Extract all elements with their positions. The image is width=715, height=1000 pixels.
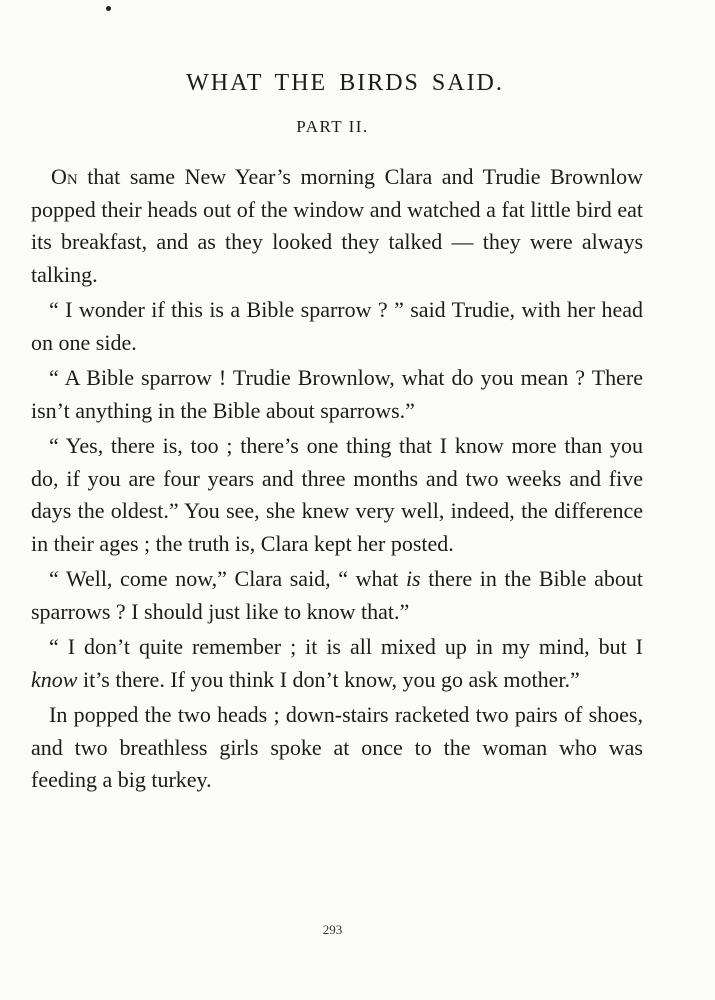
- paragraph-4: “ Yes, there is, too ; there’s one thing that I know more than you do, if you are four years and three months and two weeks and five days the oldest.” You see, she knew very well, indeed, the difference in their ages ; the truth is, Clara kept her posted.: [31, 433, 643, 556]
- paragraph-7: In popped the two heads ; down-stairs racketed two pairs of shoes, and two breathless girls spoke at once to the woman who was feeding a big turkey.: [31, 702, 643, 792]
- paragraph-2: “ I wonder if this is a Bible sparrow ? ” said Trudie, with her head on one side.: [31, 297, 643, 355]
- paragraph-3: “ A Bible sparrow ! Trudie Brownlow, what do you mean ? There isn’t anything in the Bible about sparrows.”: [31, 365, 643, 423]
- paragraph-text: there in the Bible about sparrows ? I should just like to know that.”: [31, 566, 643, 624]
- paragraph-6: [31, 631, 643, 696]
- paragraph-text: it’s there. If you think I don’t know, you go ask mother.”: [77, 666, 580, 692]
- body-text: [31, 161, 643, 800]
- part-heading: PART II.: [296, 117, 369, 136]
- drop-lead-word: On: [51, 164, 78, 189]
- emphasis-word: know: [31, 666, 78, 692]
- paragraph-5: [31, 563, 643, 628]
- paragraph-text: that same New Year’s morning Clara and Trudie Brownlow popped their heads out of the window and watched a fat little bird eat its breakfast, and as they looked they talked — they were always talking.: [31, 164, 643, 287]
- emphasis-word: is: [405, 566, 421, 591]
- paragraph-text: “ Well, come now,” Clara said, “ what: [49, 566, 406, 591]
- page-number: 293: [322, 922, 343, 937]
- paragraph-text: “ I don’t quite remember ; it is all mixed up in my mind, but I: [49, 634, 643, 659]
- chapter-title: WHAT THE BIRDS SAID.: [186, 70, 504, 96]
- paragraph-1: [31, 161, 643, 291]
- ink-speck: [106, 6, 111, 11]
